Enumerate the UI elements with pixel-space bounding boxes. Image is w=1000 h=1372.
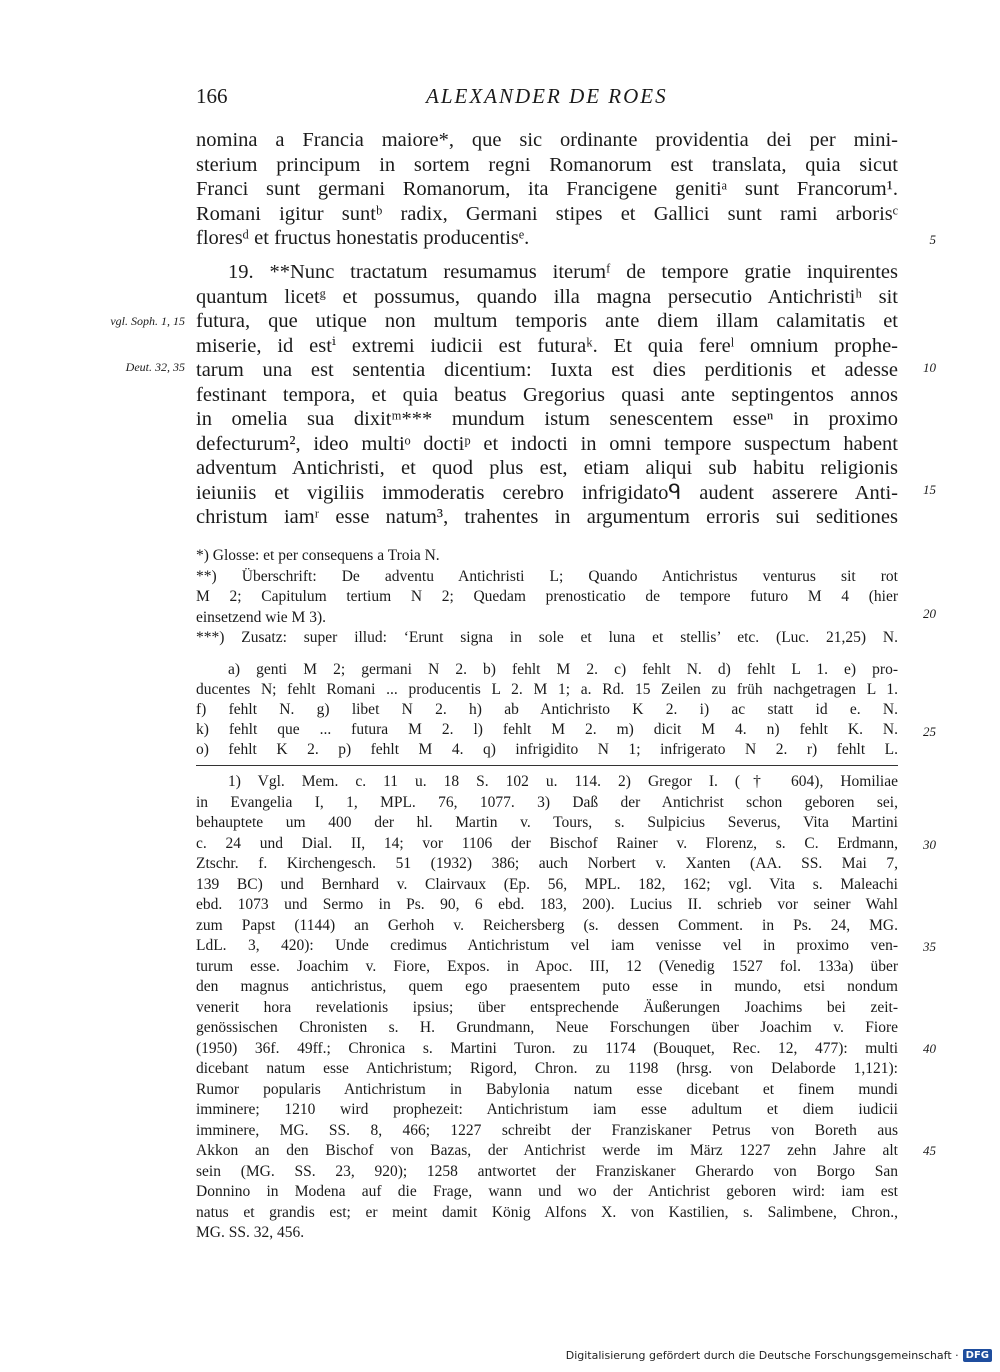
line-number: 15 [923, 482, 936, 497]
line-number: 40 [923, 1041, 936, 1056]
text-line: quantum licetᵍ et possumus, quando illa magna persecutio Antichristiʰ sit [196, 285, 898, 308]
text-line: ieiuniis et vigiliis immoderatis cerebro infrigidatoᑫ audent asserere Anti- [196, 481, 898, 504]
text-line: Romani igitur suntᵇ radix, Germani stipes et Gallici sunt rami arborisᶜ [196, 202, 898, 225]
text-line: floresᵈ et fructus honestatis producentisᵉ. [196, 227, 530, 249]
footnote-line: Akkon an den Bischof von Bazas, der Antichrist werde im März 1227 zehn Jahre alt [196, 1142, 898, 1159]
secondary-notes [196, 546, 898, 649]
footnote-line: 139 BC) und Bernhard v. Clairvaux (Ep. 56, MPL. 182, 162; vgl. Vita s. Maleachi [196, 875, 898, 893]
text-line: tarum una est sententia dicentium: Iuxta est dies perditionis et adesse [196, 359, 898, 381]
apparatus-line: f) fehlt N. g) libet N 2. h) ab Antichristo K 2. i) ac statt id e. N. [196, 701, 898, 718]
footnote-line: in Evangelia I, 1, MPL. 76, 1077. 3) Daß der Antichrist schon geboren sei, [196, 793, 898, 811]
critical-apparatus [196, 660, 898, 760]
footnote-line: sein (MG. SS. 23, 920); 1258 antwortet der Franziskaner Gherardo von Borgo San [196, 1162, 898, 1180]
text-line: Franci sunt germani Romanorum, ita Francigene genitiᵃ sunt Francorum¹. [196, 178, 898, 200]
digitization-credit [566, 1349, 992, 1362]
text-line: sterium principum in sortem regni Romanorum est translata, quia sicut [196, 153, 898, 176]
apparatus-line: o) fehlt K 2. p) fehlt M 4. q) infrigidito N 1; infrigerato N 2. r) fehlt L. [196, 741, 898, 758]
note-line: einsetzend wie M 3). [196, 608, 326, 626]
footnotes [196, 772, 898, 1244]
note-line: M 2; Capitulum tertium N 2; Quedam prenosticatio de tempore futuro M 4 (hier [196, 588, 898, 605]
running-head: ALEXANDER DE ROES [426, 84, 668, 108]
footnote-line: den magnus antichristus, quem ego praesentem puto esse in mundo, etsi nondum [196, 978, 898, 995]
apparatus-line: ducentes N; fehlt Romani ... producentis L 2. M 1; a. Rd. 15 Zeilen zu früh nachgetragen L 1. [196, 681, 898, 698]
footnote-line: (1950) 36f. 49ff.; Chronica s. Martini Turon. zu 1174 (Bouquet, Rec. 12, 477): multi [196, 1039, 898, 1057]
footnote-line: behauptete um 400 der hl. Martin v. Tours, s. Sulpicius Severus, Vita Martini [196, 814, 898, 831]
footnote-line: genössischen Chronisten s. H. Grundmann, Neue Forschungen über Joachim v. Fiore [196, 1019, 898, 1036]
line-number: 20 [923, 606, 936, 621]
dfg-logo-icon: DFG [963, 1349, 992, 1362]
apparatus-line: k) fehlt que ... futura M 2. l) fehlt M 2. m) dicit M 4. n) fehlt K. N. [196, 721, 898, 738]
line-number: 35 [923, 939, 936, 954]
text-line: christum iamʳ esse natum³, trahentes in argumentum erroris sui seditiones [196, 506, 898, 528]
footnote-line: dicebant natum esse Antichristum; Rigord, Chron. zu 1198 (hrsg. von Delaborde 1,121): [196, 1060, 898, 1077]
footnote-line: Rumor popularis Antichristum in Babylonia natum esse dicebant et finem mundi [196, 1080, 898, 1098]
main-paragraph-2 [196, 260, 898, 530]
text-line: futura, que utique non multum temporis ante diem illam calamitatis et [196, 310, 898, 332]
footnote-line: venerit hora revelationis ipsius; über entsprechende Äußerungen Joachims bei zeit- [196, 998, 898, 1016]
text-line: 19. **Nunc tractatum resumamus iterumᶠ de tempore gratie inquirentes [228, 261, 898, 283]
line-number: 5 [929, 232, 936, 247]
footnote-line: Donnino in Modena auf die Frage, wann und wo der Antichrist geboren wird: iam est [196, 1183, 898, 1200]
footnote-divider [196, 765, 898, 766]
text-line: nomina a Francia maiore*, que sic ordinante providentia dei per mini- [196, 129, 898, 151]
footnote-line: c. 24 und Dial. II, 14; vor 1106 der Bischof Rainer v. Florenz, s. C. Erdmann, [196, 834, 898, 852]
note-line: ***) Zusatz: super illud: ‘Erunt signa in sole et luna et stellis’ etc. (Luc. 21,25) N. [196, 629, 898, 646]
footnote-line: ebd. 1073 und Sermo in Ps. 90, 6 ebd. 183, 200). Lucius II. schrieb vor seiner Wahl [196, 896, 898, 913]
footnote-line: turum esse. Joachim v. Fiore, Expos. in Apoc. III, 12 (Venedig 1527 fol. 133a) über [196, 957, 898, 975]
main-paragraph-1 [196, 128, 898, 251]
text-line: defecturum², ideo multiᵒ doctiᵖ et indocti in omni tempore suspectum habent [196, 432, 898, 455]
footnote-line: zum Papst (1144) an Gerhoh v. Reichersberg (s. dessen Comment. in Ps. 24, MG. [196, 916, 898, 934]
line-number: 25 [923, 724, 936, 739]
note-line: **) Überschrift: De adventu Antichristi L; Quando Antichristus venturus sit rot [196, 567, 898, 585]
margin-reference: vgl. Soph. 1, 15 [110, 314, 185, 328]
footnote-line: LdL. 3, 420): Unde credimus Antichristum vel iam venisse vel in proximo ven- [196, 937, 898, 954]
footnote-line: natus et grandis est; er meint damit König Alfons X. von Kastilien, s. Salimbene, Chron., [196, 1203, 898, 1221]
credit-text: Digitalisierung gefördert durch die Deutsche Forschungsgemeinschaft · [565, 1349, 959, 1362]
line-number: 10 [923, 360, 936, 375]
footnote-line: MG. SS. 32, 456. [196, 1224, 305, 1241]
line-number: 45 [923, 1143, 936, 1158]
footnote-line: 1) Vgl. Mem. c. 11 u. 18 S. 102 u. 114. 2) Gregor I. († 604), Homiliae [228, 773, 898, 790]
line-number: 30 [923, 837, 936, 852]
text-line: festinant tempora, et quia beatus Gregorius quasi ante septingentos annos [196, 383, 898, 406]
text-line: in omelia sua dixitᵐ*** mundum istum senescentem esseⁿ in proximo [196, 408, 898, 430]
margin-reference: Deut. 32, 35 [125, 360, 185, 374]
apparatus-line: a) genti M 2; germani N 2. b) fehlt M 2. c) fehlt N. d) fehlt L 1. e) pro- [228, 661, 898, 678]
page-number: 166 [196, 84, 228, 108]
footnote-line: Ztschr. f. Kirchengesch. 51 (1932) 386; auch Norbert v. Xanten (AA. SS. Mai 7, [196, 855, 898, 872]
footnote-line: imminere, MG. SS. 8, 466; 1227 schreibt der Franziskaner Petrus von Boreth aus [196, 1121, 898, 1139]
note-line: *) Glosse: et per consequens a Troia N. [196, 547, 440, 564]
text-line: miserie, id estⁱ extremi iudicii est futuraᵏ. Et quia fereˡ omnium prophe- [196, 334, 898, 357]
footnote-line: imminere; 1210 wird prophezeit: Antichristum iam esse adultum et diem iudicii [196, 1101, 898, 1118]
text-line: adventum Antichristi, et quod plus est, etiam aliqui sub habitu religionis [196, 457, 898, 479]
